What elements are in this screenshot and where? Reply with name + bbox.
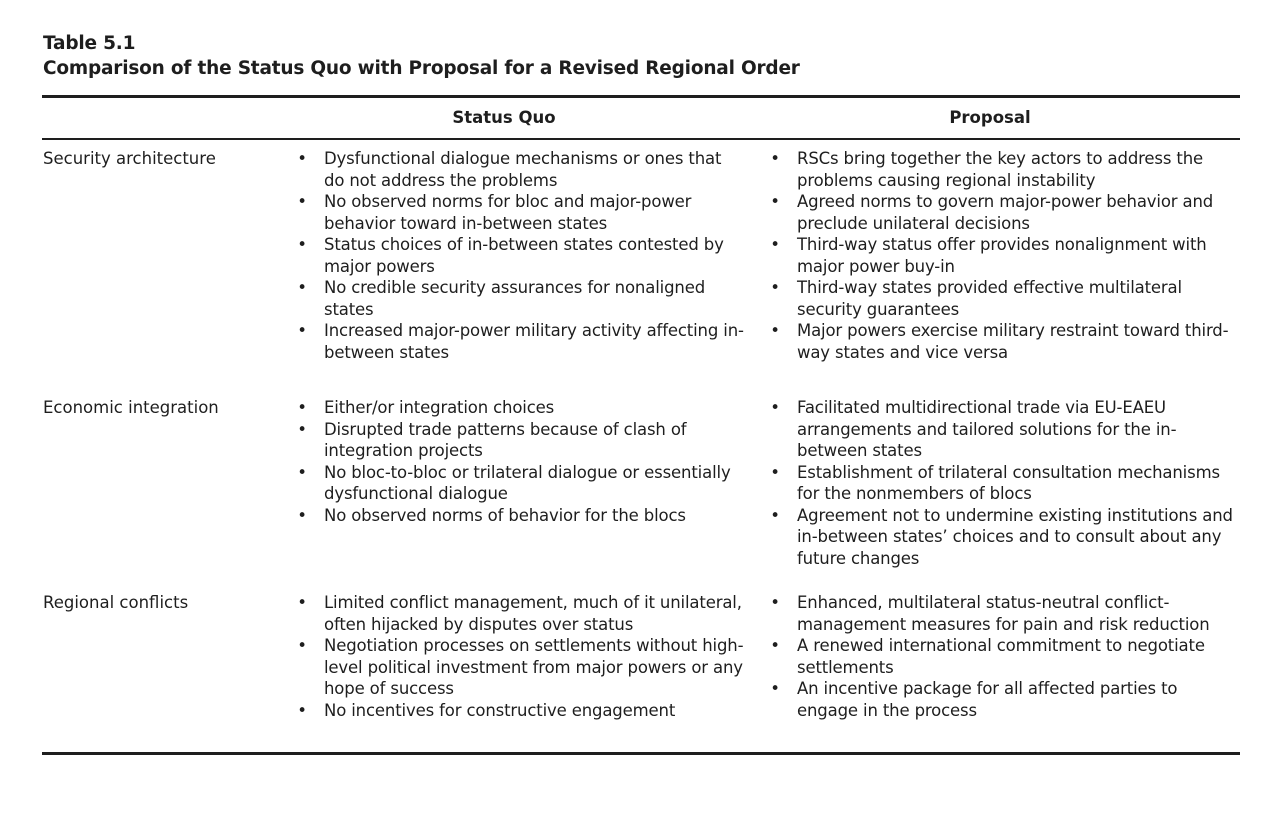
list-item-text: No incentives for constructive engagement (324, 700, 676, 720)
column-header-proposal: Proposal (949, 108, 1031, 127)
list-item (769, 505, 1239, 570)
proposal-list-security (769, 148, 1239, 363)
bullet-icon: • (297, 235, 307, 254)
bullet-icon: • (297, 419, 307, 439)
row-label-regional-conflicts: Regional conflicts (43, 593, 189, 612)
bullet-icon: • (297, 192, 307, 211)
bottom-rule (42, 752, 1240, 755)
list-item-text: No observed norms of behavior for the blocs (324, 505, 686, 525)
bullet-icon: • (770, 636, 780, 655)
list-item-text: Increased major-power military activity affecting in-between states (324, 321, 744, 362)
top-rule (42, 95, 1240, 98)
header-rule (42, 138, 1240, 140)
list-item-text: Status choices of in-between states contested by major powers (324, 235, 724, 276)
list-item (769, 635, 1239, 678)
list-item-text: Agreement not to undermine existing institutions and in-between states’ choices and to consult about any future changes (797, 505, 1233, 568)
bullet-icon: • (770, 505, 780, 525)
bullet-icon: • (297, 462, 307, 482)
table-caption (43, 31, 800, 81)
list-item-text: Third-way status offer provides nonalignment with major power buy-in (797, 235, 1207, 276)
row-label-security-architecture: Security architecture (43, 149, 216, 168)
list-item (296, 592, 746, 635)
list-item-text: Third-way states provided effective multilateral security guarantees (797, 278, 1182, 319)
list-item (296, 148, 746, 191)
list-item-text: Agreed norms to govern major-power behavior and preclude unilateral decisions (797, 192, 1214, 233)
list-item-text: An incentive package for all affected parties to engage in the process (797, 679, 1178, 720)
list-item (769, 234, 1239, 277)
list-item-text: Enhanced, multilateral status-neutral conflict-management measures for pain and risk reduction (797, 593, 1210, 634)
list-item (296, 191, 746, 234)
list-item (769, 397, 1239, 462)
list-item-text: Negotiation processes on settlements without high-level political investment from major powers or any hope of success (324, 636, 744, 698)
status-quo-list-security (296, 148, 746, 363)
list-item-text: Dysfunctional dialogue mechanisms or ones that do not address the problems (324, 149, 722, 190)
list-item (296, 505, 746, 527)
bullet-icon: • (297, 149, 307, 168)
list-item (769, 462, 1239, 505)
list-item (769, 678, 1239, 721)
list-item (769, 277, 1239, 320)
list-item (769, 148, 1239, 191)
list-item-text: Limited conflict management, much of it unilateral, often hijacked by disputes over status (324, 593, 742, 634)
bullet-icon: • (770, 192, 780, 211)
table-title: Comparison of the Status Quo with Proposal for a Revised Regional Order (43, 58, 800, 79)
bullet-icon: • (297, 593, 307, 612)
bullet-icon: • (770, 462, 780, 482)
bullet-icon: • (297, 505, 307, 525)
list-item-text: A renewed international commitment to negotiate settlements (797, 636, 1205, 677)
table-number: Table 5.1 (43, 33, 136, 54)
status-quo-list-economic (296, 397, 746, 526)
bullet-icon: • (770, 679, 780, 698)
list-item-text: No bloc-to-bloc or trilateral dialogue or essentially dysfunctional dialogue (324, 462, 731, 503)
list-item (296, 635, 746, 700)
list-item (769, 320, 1239, 363)
list-item (296, 397, 746, 419)
bullet-icon: • (297, 636, 307, 655)
bullet-icon: • (297, 700, 307, 720)
list-item (296, 462, 746, 505)
bullet-icon: • (770, 398, 780, 417)
list-item-text: Facilitated multidirectional trade via EU-EAEU arrangements and tailored solutions for the in-between states (797, 398, 1177, 460)
list-item (769, 592, 1239, 635)
bullet-icon: • (770, 235, 780, 254)
row-label-economic-integration: Economic integration (43, 398, 219, 417)
list-item-text: No observed norms for bloc and major-power behavior toward in-between states (324, 192, 692, 233)
bullet-icon: • (770, 321, 780, 340)
bullet-icon: • (770, 593, 780, 612)
list-item (296, 419, 746, 462)
status-quo-list-conflicts (296, 592, 746, 721)
list-item (296, 700, 746, 722)
list-item-text: No credible security assurances for nonaligned states (324, 278, 706, 319)
list-item-text: Either/or integration choices (324, 398, 555, 417)
bullet-icon: • (770, 278, 780, 297)
bullet-icon: • (297, 321, 307, 340)
list-item (296, 277, 746, 320)
list-item (769, 191, 1239, 234)
proposal-list-conflicts (769, 592, 1239, 721)
list-item (296, 320, 746, 363)
list-item-text: Disrupted trade patterns because of clash of integration projects (324, 419, 687, 460)
bullet-icon: • (297, 398, 307, 417)
list-item-text: Establishment of trilateral consultation mechanisms for the nonmembers of blocs (797, 462, 1220, 503)
column-header-status-quo: Status Quo (452, 108, 556, 127)
proposal-list-economic (769, 397, 1239, 569)
bullet-icon: • (770, 149, 780, 168)
list-item-text: Major powers exercise military restraint toward third-way states and vice versa (797, 321, 1229, 362)
list-item (296, 234, 746, 277)
bullet-icon: • (297, 278, 307, 297)
list-item-text: RSCs bring together the key actors to address the problems causing regional instability (797, 149, 1204, 190)
